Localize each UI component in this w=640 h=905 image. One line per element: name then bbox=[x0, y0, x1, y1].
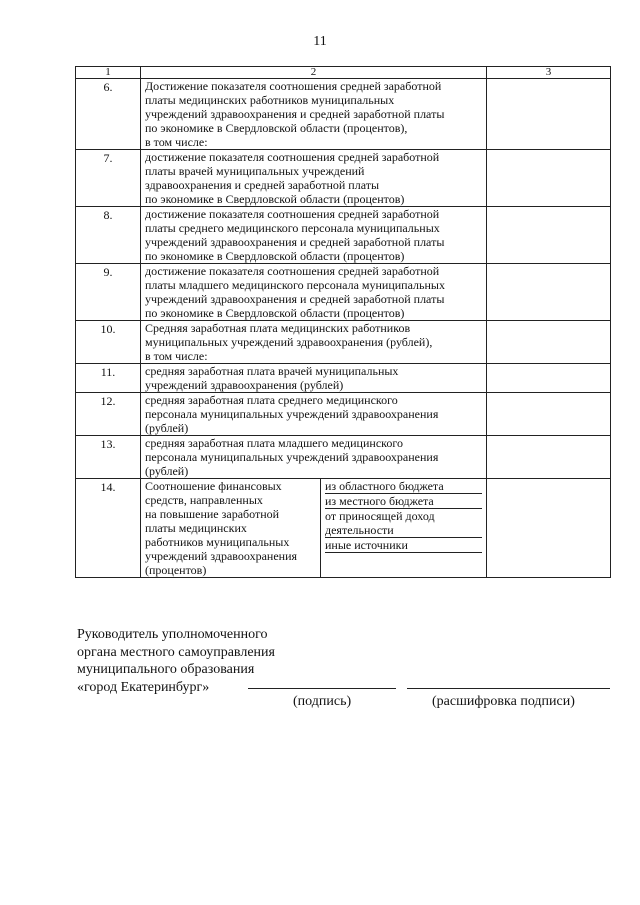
table-row-funding bbox=[76, 479, 611, 578]
indicator-text-line: (рублей) bbox=[145, 421, 189, 435]
row-number: 6. bbox=[76, 79, 141, 150]
indicator-text-line: достижение показателя соотношения средней заработной bbox=[145, 207, 440, 221]
row-value-cell bbox=[487, 393, 611, 436]
header-col-3: 3 bbox=[487, 67, 611, 79]
indicator-text-line: средств, направленных bbox=[145, 493, 263, 507]
row-number: 8. bbox=[76, 207, 141, 264]
row-indicator-text bbox=[141, 436, 487, 479]
row-value-cell bbox=[487, 479, 611, 578]
indicator-text-line: достижение показателя соотношения средней заработной bbox=[145, 150, 440, 164]
row-number: 14. bbox=[76, 479, 141, 578]
row-number: 11. bbox=[76, 364, 141, 393]
indicator-text-line: по экономике в Свердловской области (процентов) bbox=[145, 249, 405, 263]
indicator-text-line: средняя заработная плата младшего медицинского bbox=[145, 436, 403, 450]
row-indicator-text bbox=[141, 321, 487, 364]
indicator-text-line: Достижение показателя соотношения средней заработной bbox=[145, 79, 442, 93]
row-indicator-text bbox=[141, 364, 487, 393]
indicator-text-line: по экономике в Свердловской области (процентов), bbox=[145, 121, 408, 135]
table-row bbox=[76, 436, 611, 479]
signature-line-3: муниципального образования bbox=[77, 662, 255, 677]
row-value-cell bbox=[487, 150, 611, 207]
decoding-underline bbox=[407, 688, 610, 689]
funding-source-item: из областного бюджета bbox=[325, 479, 482, 494]
indicator-text-line: (рублей) bbox=[145, 464, 189, 478]
row-value-cell bbox=[487, 79, 611, 150]
row-indicator-text bbox=[141, 207, 487, 264]
indicator-text-line: учреждений здравоохранения и средней заработной платы bbox=[145, 235, 445, 249]
table-row bbox=[76, 364, 611, 393]
funding-source-item: из местного бюджета bbox=[325, 494, 482, 509]
indicators-table bbox=[75, 66, 611, 578]
table-row bbox=[76, 150, 611, 207]
indicator-text-line: учреждений здравоохранения bbox=[145, 549, 298, 563]
signature-line-4: «город Екатеринбург» bbox=[77, 679, 210, 695]
indicator-text-line: на повышение заработной bbox=[145, 507, 280, 521]
indicator-text-line: здравоохранения и средней заработной платы bbox=[145, 178, 380, 192]
funding-sources-cell bbox=[321, 479, 487, 578]
decoding-caption: (расшифровка подписи) bbox=[432, 694, 575, 709]
indicator-text-line: платы среднего медицинского персонала муниципальных bbox=[145, 221, 440, 235]
indicator-text-line: достижение показателя соотношения средней заработной bbox=[145, 264, 440, 278]
indicator-text-line: средняя заработная плата среднего медицинского bbox=[145, 393, 398, 407]
indicator-text-line: платы младшего медицинского персонала муниципальных bbox=[145, 278, 445, 292]
indicator-text-line: работников муниципальных bbox=[145, 535, 290, 549]
row-indicator-text bbox=[141, 79, 487, 150]
indicator-text-line: Соотношение финансовых bbox=[145, 479, 282, 493]
header-col-1: 1 bbox=[76, 67, 141, 79]
indicator-text-line: персонала муниципальных учреждений здравоохранения bbox=[145, 407, 439, 421]
row-value-cell bbox=[487, 207, 611, 264]
table-row bbox=[76, 321, 611, 364]
row-number: 7. bbox=[76, 150, 141, 207]
table-row bbox=[76, 264, 611, 321]
indicator-text-line: в том числе: bbox=[145, 349, 208, 363]
indicator-text-line: персонала муниципальных учреждений здравоохранения bbox=[145, 450, 439, 464]
funding-source-item: от приносящей доход bbox=[325, 509, 435, 523]
row-value-cell bbox=[487, 321, 611, 364]
signature-block bbox=[77, 626, 275, 696]
indicator-text-line: средняя заработная плата врачей муниципальных bbox=[145, 364, 399, 378]
row-indicator-text bbox=[141, 393, 487, 436]
row-number: 9. bbox=[76, 264, 141, 321]
signature-line-2: органа местного самоуправления bbox=[77, 644, 275, 660]
indicator-text-line: учреждений здравоохранения и средней заработной платы bbox=[145, 107, 445, 121]
signature-caption: (подпись) bbox=[293, 694, 352, 709]
row-number: 12. bbox=[76, 393, 141, 436]
indicator-text-line: платы врачей муниципальных учреждений bbox=[145, 164, 365, 178]
row-number: 13. bbox=[76, 436, 141, 479]
funding-source-item: деятельности bbox=[325, 523, 482, 538]
table-row bbox=[76, 393, 611, 436]
table-row bbox=[76, 207, 611, 264]
signature-line-1: Руководитель уполномоченного bbox=[77, 627, 268, 642]
indicator-text-line: платы медицинских работников муниципальных bbox=[145, 93, 395, 107]
row-indicator-text bbox=[141, 479, 321, 578]
page-number: 11 bbox=[313, 34, 327, 49]
indicator-text-line: платы медицинских bbox=[145, 521, 247, 535]
indicator-text-line: муниципальных учреждений здравоохранения (рублей), bbox=[145, 335, 433, 349]
header-col-2: 2 bbox=[141, 67, 487, 79]
row-value-cell bbox=[487, 264, 611, 321]
indicator-text-line: Средняя заработная плата медицинских работников bbox=[145, 321, 411, 335]
row-indicator-text bbox=[141, 150, 487, 207]
indicator-text-line: (процентов) bbox=[145, 563, 207, 577]
table-row bbox=[76, 79, 611, 150]
indicator-text-line: по экономике в Свердловской области (процентов) bbox=[145, 306, 405, 320]
indicator-text-line: в том числе: bbox=[145, 135, 208, 149]
funding-source-item: иные источники bbox=[325, 538, 482, 553]
indicator-text-line: по экономике в Свердловской области (процентов) bbox=[145, 192, 405, 206]
row-value-cell bbox=[487, 436, 611, 479]
table-header-row bbox=[76, 67, 611, 79]
indicator-text-line: учреждений здравоохранения (рублей) bbox=[145, 378, 344, 392]
row-number: 10. bbox=[76, 321, 141, 364]
indicator-text-line: учреждений здравоохранения и средней заработной платы bbox=[145, 292, 445, 306]
row-indicator-text bbox=[141, 264, 487, 321]
row-value-cell bbox=[487, 364, 611, 393]
signature-underline bbox=[248, 688, 396, 689]
